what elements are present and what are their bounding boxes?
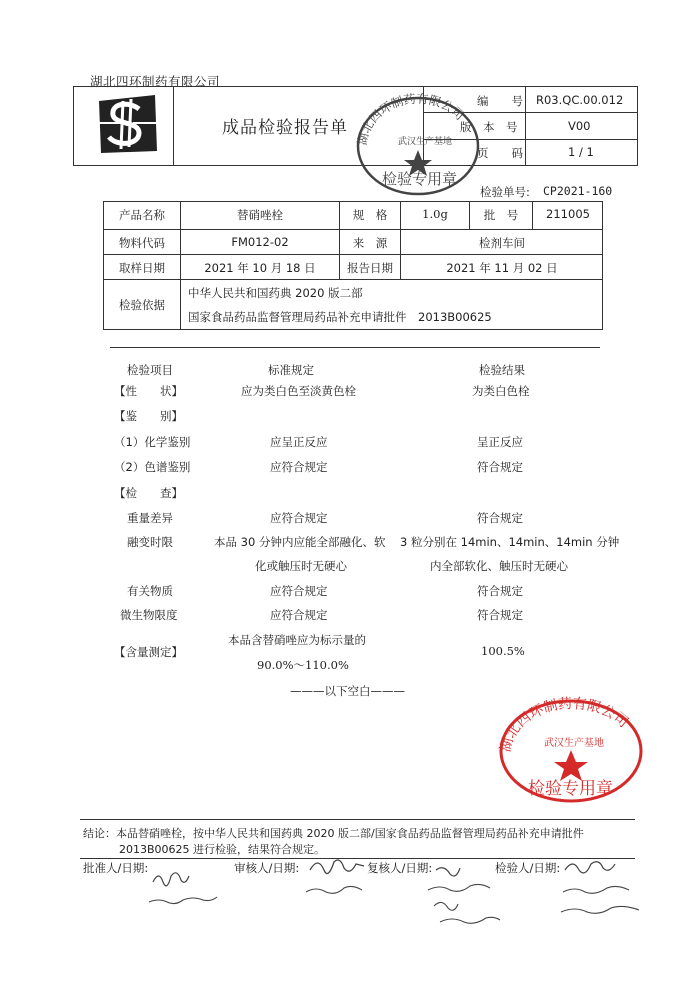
inspection-stamp-bottom <box>496 696 646 806</box>
assay-item: 【含量测定】 <box>114 645 183 659</box>
weight-item: 重量差异 <box>127 511 173 525</box>
melt-item: 融变时限 <box>127 535 173 549</box>
related-standard: 应符合规定 <box>270 584 328 598</box>
report-date: 2021 年 11 月 02 日 <box>446 261 558 275</box>
xingzhuang-result: 为类白色栓 <box>472 384 530 398</box>
audit-label: 审核人/日期: <box>234 861 300 875</box>
weight-result: 符合规定 <box>477 511 523 525</box>
approver-signature <box>145 860 235 910</box>
conclusion-line2: 2013B00625 进行检验，结果符合规定。 <box>119 843 326 856</box>
chrom-item: （2）色谱鉴别 <box>114 460 191 474</box>
product-name: 替硝唑栓 <box>237 208 283 222</box>
chem-result: 呈正反应 <box>477 435 523 449</box>
melt-standard-2: 化或触压时无硬心 <box>255 559 347 573</box>
page-value: 1 / 1 <box>568 145 594 159</box>
related-item: 有关物质 <box>127 584 173 598</box>
conclusion-top-rule <box>80 819 635 820</box>
chem-item: （1）化学鉴别 <box>114 435 191 449</box>
code-value: FM012-02 <box>231 235 289 249</box>
melt-result-2: 内全部软化、触压时无硬心 <box>430 559 568 573</box>
stamp-bottom-bottom: 检验专用章 <box>528 779 613 799</box>
version-label: 版 本 号 <box>460 120 518 134</box>
source-label: 来 源 <box>352 236 388 250</box>
xingzhuang-standard: 应为类白色至淡黄色栓 <box>241 384 356 398</box>
weight-standard: 应符合规定 <box>270 511 328 525</box>
company-logo <box>93 93 163 155</box>
col-result: 检验结果 <box>479 363 525 377</box>
report-title: 成品检验报告单 <box>222 118 348 138</box>
company-name: 湖北四环制药有限公司 <box>90 74 221 89</box>
page-label: 页 码 <box>477 146 523 160</box>
chrom-result: 符合规定 <box>477 460 523 474</box>
source-value: 检剂车间 <box>479 236 525 250</box>
col-standard: 标准规定 <box>268 363 314 377</box>
melt-result-1: 3 粒分别在 14min、14min、14min 分钟 <box>400 535 620 549</box>
results-top-rule <box>110 347 600 348</box>
version-value: V00 <box>568 119 591 133</box>
basis-line2: 国家食品药品监督管理局药品补充申请批件 2013B00625 <box>188 310 492 324</box>
sample-date-label: 取样日期 <box>119 261 165 275</box>
conclusion-line1: 结论：本品替硝唑栓，按中华人民共和国药典 2020 版二部/国家食品药品监督管理局药品补充申请批件 <box>83 827 584 840</box>
micro-standard: 应符合规定 <box>270 608 328 622</box>
micro-result: 符合规定 <box>477 608 523 622</box>
related-result: 符合规定 <box>477 584 523 598</box>
report-no-value: CP2021-160 <box>543 184 613 198</box>
chem-standard: 应呈正反应 <box>270 435 328 449</box>
recheck-label: 复核人/日期: <box>367 861 433 875</box>
basis-label: 检验依据 <box>119 298 165 312</box>
jianbie-heading: 【鉴 别】 <box>114 409 183 423</box>
jiancha-heading: 【检 查】 <box>114 486 183 500</box>
stamp-top-bottom: 检验专用章 <box>382 170 458 188</box>
inspect-label: 检验人/日期: <box>495 861 561 875</box>
inspection-stamp-top <box>352 92 482 197</box>
chrom-standard: 应符合规定 <box>270 460 328 474</box>
report-no-label: 检验单号: <box>480 185 530 199</box>
micro-item: 微生物限度 <box>120 608 178 622</box>
spec-value: 1.0g <box>422 207 448 221</box>
assay-result: 100.5% <box>481 644 525 658</box>
stamp-top-arc: 湖北四环制药有限公司 <box>354 92 467 147</box>
spec-label: 规 格 <box>352 208 388 222</box>
col-item: 检验项目 <box>127 363 173 377</box>
report-date-label: 报告日期 <box>347 261 393 275</box>
inspector-signature <box>555 852 675 922</box>
basis-line1: 中华人民共和国药典 2020 版二部 <box>188 286 363 300</box>
code-label: 物料代码 <box>119 236 165 250</box>
batch-label: 批 号 <box>483 208 519 222</box>
melt-standard-1: 本品 30 分钟内应能全部融化、软 <box>214 535 386 549</box>
stamp-bottom-arc: 湖北四环制药有限公司 <box>497 696 632 754</box>
end-mark: ———以下空白——— <box>290 684 405 698</box>
doc-no-value: R03.QC.00.012 <box>536 93 624 107</box>
stamp-top-inner: 武汉生产基地 <box>398 137 453 147</box>
batch-value: 211005 <box>546 207 590 221</box>
stamp-bottom-inner: 武汉生产基地 <box>544 738 604 749</box>
xingzhuang-item: 【性 状】 <box>114 384 183 398</box>
sample-date: 2021 年 10 月 18 日 <box>204 261 316 275</box>
product-name-label: 产品名称 <box>119 208 165 222</box>
auditor-signature <box>300 852 390 902</box>
assay-standard-1: 本品含替硝唑应为标示量的 <box>228 633 366 647</box>
doc-no-label: 编 号 <box>477 94 523 108</box>
approve-label: 批准人/日期: <box>83 861 149 875</box>
rechecker-signature <box>420 860 520 930</box>
assay-standard-2: 90.0%～110.0% <box>257 658 349 672</box>
